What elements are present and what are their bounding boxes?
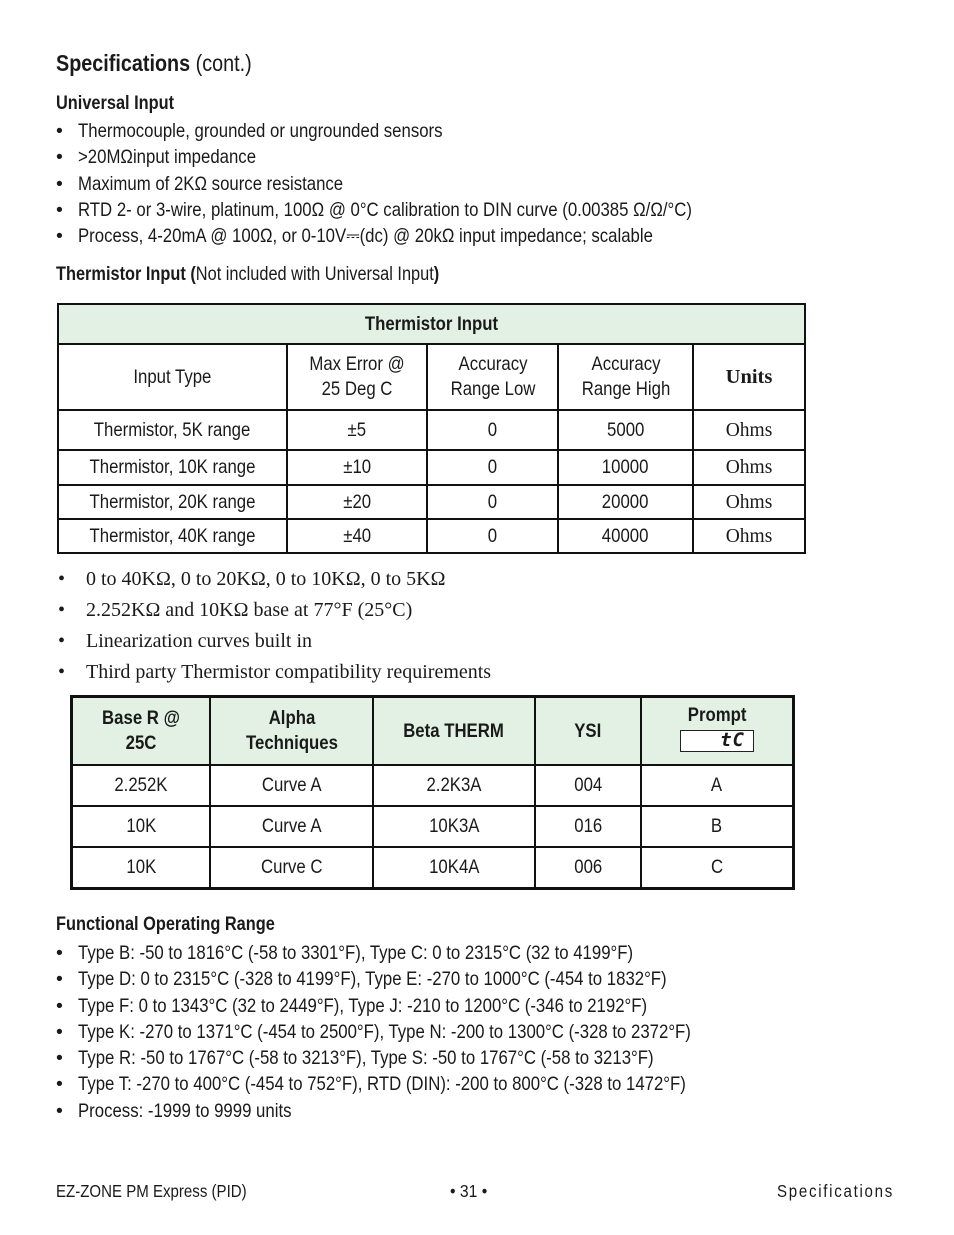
table-cell: 006	[535, 847, 641, 888]
table-row	[58, 410, 805, 450]
table-cell: 2.2K3A	[373, 765, 535, 806]
table-header-row	[58, 344, 805, 410]
table-caption: Thermistor Input	[58, 304, 805, 344]
list-item: • Type F: 0 to 1343°C (32 to 2449°F), Type J: -210 to 1200°C (-346 to 2192°F)	[56, 993, 791, 1019]
footer-document-title: EZ-ZONE PM Express (PID)	[56, 1181, 247, 1201]
table-cell: B	[641, 806, 794, 847]
list-item: • Third party Thermistor compatibility requirements	[58, 657, 491, 688]
table-cell: 10K	[72, 806, 211, 847]
column-header: Units	[693, 344, 805, 410]
table-row	[58, 485, 805, 519]
table-cell: Ohms	[693, 410, 805, 450]
page-title	[56, 50, 284, 77]
table-cell: 004	[535, 765, 641, 806]
table-cell: 016	[535, 806, 641, 847]
footer-page-number: • 31 •	[450, 1181, 488, 1201]
table-row	[72, 847, 794, 888]
table-cell: 0	[427, 519, 558, 553]
table-cell: 40000	[558, 519, 693, 553]
column-header: YSI	[535, 697, 641, 766]
list-item: • Type K: -270 to 1371°C (-454 to 2500°F), Type N: -200 to 1300°C (-328 to 2372°F)	[56, 1019, 791, 1045]
table-cell: 5000	[558, 410, 693, 450]
table-cell: 10K3A	[373, 806, 535, 847]
column-header: Accuracy Range High	[558, 344, 693, 410]
table-cell: Curve A	[210, 765, 373, 806]
column-header: Accuracy Range Low	[427, 344, 558, 410]
table-row	[58, 450, 805, 485]
footer-section-name: Specifications	[777, 1181, 894, 1201]
universal-input-heading: Universal Input	[56, 93, 175, 114]
table-header-row	[72, 697, 794, 766]
title-rest: (cont.)	[190, 50, 252, 76]
table-cell: 2.252K	[72, 765, 211, 806]
table-cell: Thermistor, 5K range	[58, 410, 287, 450]
column-header: Input Type	[58, 344, 287, 410]
list-item: • Type B: -50 to 1816°C (-58 to 3301°F), Type C: 0 to 2315°C (32 to 4199°F)	[56, 940, 791, 966]
thermistor-input-table	[57, 303, 806, 554]
list-item: • 0 to 40KΩ, 0 to 20KΩ, 0 to 10KΩ, 0 to 5KΩ	[58, 564, 491, 595]
list-item: • Type T: -270 to 400°C (-454 to 752°F), RTD (DIN): -200 to 800°C (-328 to 1472°F)	[56, 1071, 791, 1097]
functional-range-heading: Functional Operating Range	[56, 914, 275, 935]
table-cell: 0	[427, 450, 558, 485]
table-cell: 10K4A	[373, 847, 535, 888]
table-cell: Curve A	[210, 806, 373, 847]
list-item: • Process, 4-20mA @ 100Ω, or 0-10V⎓(dc) @ 20kΩ input impedance; scalable	[56, 223, 792, 249]
list-item: • Linearization curves built in	[58, 626, 491, 657]
list-item: • Type D: 0 to 2315°C (-328 to 4199°F), Type E: -270 to 1000°C (-454 to 1832°F)	[56, 966, 791, 992]
column-header: Beta THERM	[373, 697, 535, 766]
table-row	[72, 806, 794, 847]
column-header: Max Error @ 25 Deg C	[287, 344, 427, 410]
table-cell: Ohms	[693, 450, 805, 485]
table-cell: ±5	[287, 410, 427, 450]
table-cell: 10K	[72, 847, 211, 888]
table-cell: 0	[427, 410, 558, 450]
column-header: Alpha Techniques	[210, 697, 373, 766]
table-cell: Thermistor, 40K range	[58, 519, 287, 553]
list-item: • Type R: -50 to 1767°C (-58 to 3213°F), Type S: -50 to 1767°C (-58 to 3213°F)	[56, 1045, 791, 1071]
thermistor-bullet-list	[58, 564, 491, 688]
table-cell: Thermistor, 20K range	[58, 485, 287, 519]
prompt-display-text: tC	[720, 729, 745, 751]
table-cell: ±10	[287, 450, 427, 485]
universal-input-list	[56, 118, 792, 249]
column-header: Base R @ 25C	[72, 697, 211, 766]
table-cell: Ohms	[693, 519, 805, 553]
list-item: • >20MΩinput impedance	[56, 144, 792, 170]
functional-range-list	[56, 940, 791, 1124]
table-row	[58, 519, 805, 553]
column-header: Prompt tC	[641, 697, 794, 766]
table-cell: A	[641, 765, 794, 806]
table-cell: Ohms	[693, 485, 805, 519]
title-bold: Specifications	[56, 50, 191, 76]
table-row	[72, 765, 794, 806]
prompt-display-icon	[680, 730, 754, 752]
list-item: • 2.252KΩ and 10KΩ base at 77°F (25°C)	[58, 595, 491, 626]
thermistor-input-heading: Thermistor Input (Not included with Universal Input)	[56, 264, 440, 285]
table-cell: Thermistor, 10K range	[58, 450, 287, 485]
table-cell: 0	[427, 485, 558, 519]
table-cell: ±40	[287, 519, 427, 553]
thermistor-compatibility-table	[70, 695, 795, 890]
table-cell: 10000	[558, 450, 693, 485]
list-item: • Maximum of 2KΩ source resistance	[56, 171, 792, 197]
table-cell: ±20	[287, 485, 427, 519]
table-cell: 20000	[558, 485, 693, 519]
table-cell: Curve C	[210, 847, 373, 888]
list-item: • Thermocouple, grounded or ungrounded sensors	[56, 118, 792, 144]
table-cell: C	[641, 847, 794, 888]
list-item: • RTD 2- or 3-wire, platinum, 100Ω @ 0°C calibration to DIN curve (0.00385 Ω/Ω/°C)	[56, 197, 792, 223]
list-item: • Process: -1999 to 9999 units	[56, 1098, 791, 1124]
